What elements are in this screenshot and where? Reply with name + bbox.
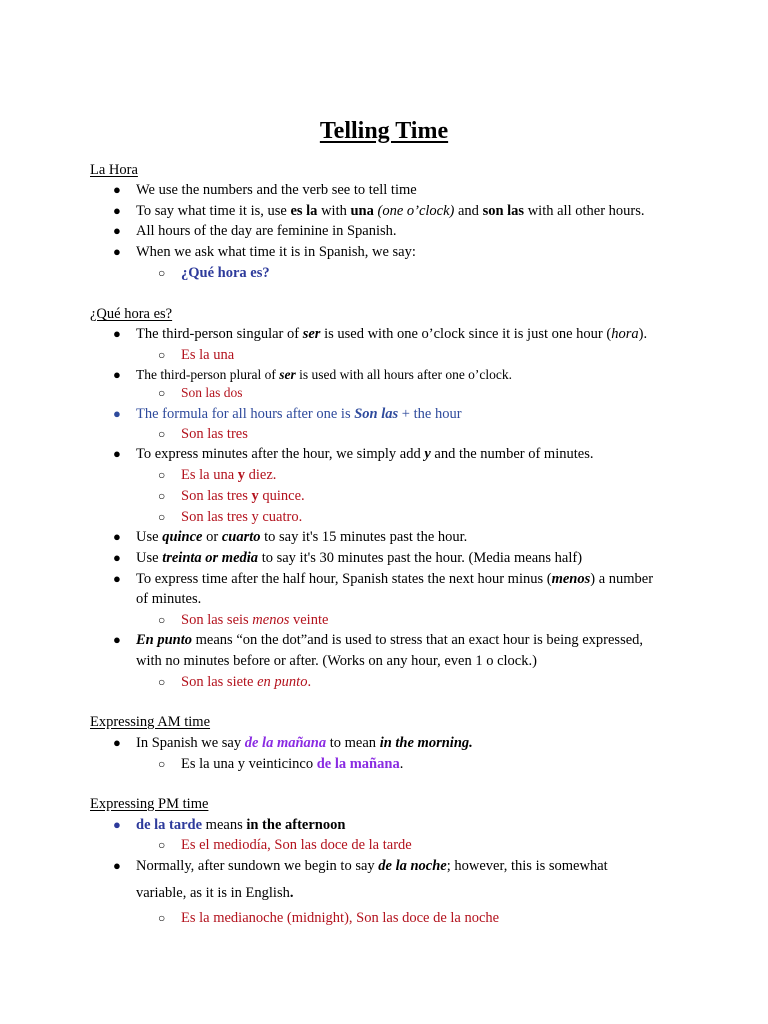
list-item-continuation: variable, as it is in English. (136, 885, 294, 901)
bullet-hollow: ○ (158, 348, 166, 362)
bullet-filled: ● (113, 632, 121, 647)
bullet-filled: ● (113, 326, 121, 341)
bullet-filled: ● (113, 182, 121, 197)
list-item: To say what time it is, use es la with una (one o’clock) and son las with all other hours. (136, 203, 645, 219)
bullet-filled: ● (113, 367, 121, 382)
bullet-filled: ● (113, 858, 121, 873)
section-heading-pm: Expressing PM time (90, 796, 209, 812)
bullet-filled: ● (113, 446, 121, 461)
sub-list-item: Son las seis menos veinte (181, 612, 329, 628)
bullet-hollow: ○ (158, 613, 166, 627)
bullet-filled: ● (113, 735, 121, 750)
bullet-hollow: ○ (158, 675, 166, 689)
bullet-hollow: ○ (158, 838, 166, 852)
bullet-filled: ● (113, 817, 121, 832)
sub-list-item: Es la medianoche (midnight), Son las doce de la noche (181, 910, 500, 926)
list-item: All hours of the day are feminine in Spanish. (136, 223, 397, 239)
sub-list-item: Es el mediodía, Son las doce de la tarde (181, 837, 412, 853)
bullet-filled: ● (113, 223, 121, 238)
section-heading-que-hora-es: ¿Qué hora es? (90, 306, 173, 322)
list-item: Use quince or cuarto to say it's 15 minutes past the hour. (136, 529, 468, 545)
list-item: En punto means “on the dot”and is used to stress that an exact hour is being expressed, (136, 632, 644, 648)
bullet-hollow: ○ (158, 266, 166, 280)
sub-list-item: Son las tres y quince. (181, 488, 305, 504)
list-item: To express minutes after the hour, we simply add y and the number of minutes. (136, 446, 594, 462)
bullet-filled: ● (113, 550, 121, 565)
list-item-continuation: with no minutes before or after. (Works on any hour, even 1 o clock.) (136, 653, 537, 669)
list-item: The third-person plural of ser is used with all hours after one o’clock. (136, 367, 513, 382)
list-item: We use the numbers and the verb see to tell time (136, 182, 417, 198)
sub-list-item: Es la una y diez. (181, 467, 277, 483)
bullet-hollow: ○ (158, 489, 166, 503)
sub-list-item: Son las dos (181, 385, 243, 400)
bullet-filled: ● (113, 571, 121, 586)
list-item: Use treinta or media to say it's 30 minutes past the hour. (Media means half) (136, 550, 583, 566)
bullet-hollow: ○ (158, 510, 166, 524)
section-heading-la-hora: La Hora (90, 162, 138, 178)
list-item: To express time after the half hour, Spanish states the next hour minus (menos) a number (136, 571, 654, 587)
section-heading-am: Expressing AM time (90, 714, 211, 730)
sub-list-item: Es la una (181, 347, 235, 363)
sub-list-item: Son las tres (181, 426, 248, 442)
list-item: de la tarde means in the afternoon (136, 817, 346, 833)
sub-list-item: Es la una y veinticinco de la mañana. (181, 756, 404, 772)
sub-list-item: Son las siete en punto. (181, 674, 312, 690)
bullet-hollow: ○ (158, 757, 166, 771)
bullet-hollow: ○ (158, 911, 166, 925)
bullet-hollow: ○ (158, 468, 166, 482)
sub-list-item: ¿Qué hora es? (181, 265, 270, 281)
bullet-filled: ● (113, 406, 121, 421)
list-item: In Spanish we say de la mañana to mean in the morning. (136, 735, 473, 751)
sub-list-item: Son las tres y cuatro. (181, 509, 303, 525)
bullet-hollow: ○ (158, 427, 166, 441)
list-item: When we ask what time it is in Spanish, we say: (136, 244, 416, 260)
page-title: Telling Time (319, 118, 449, 144)
bullet-filled: ● (113, 529, 121, 544)
bullet-filled: ● (113, 203, 121, 218)
list-item: Normally, after sundown we begin to say de la noche; however, this is somewhat (136, 858, 608, 874)
bullet-filled: ● (113, 244, 121, 259)
bullet-hollow: ○ (158, 386, 166, 400)
list-item: The formula for all hours after one is Son las + the hour (136, 406, 462, 422)
list-item: The third-person singular of ser is used with one o’clock since it is just one hour (hora). (136, 326, 648, 342)
list-item-continuation: of minutes. (136, 591, 202, 607)
